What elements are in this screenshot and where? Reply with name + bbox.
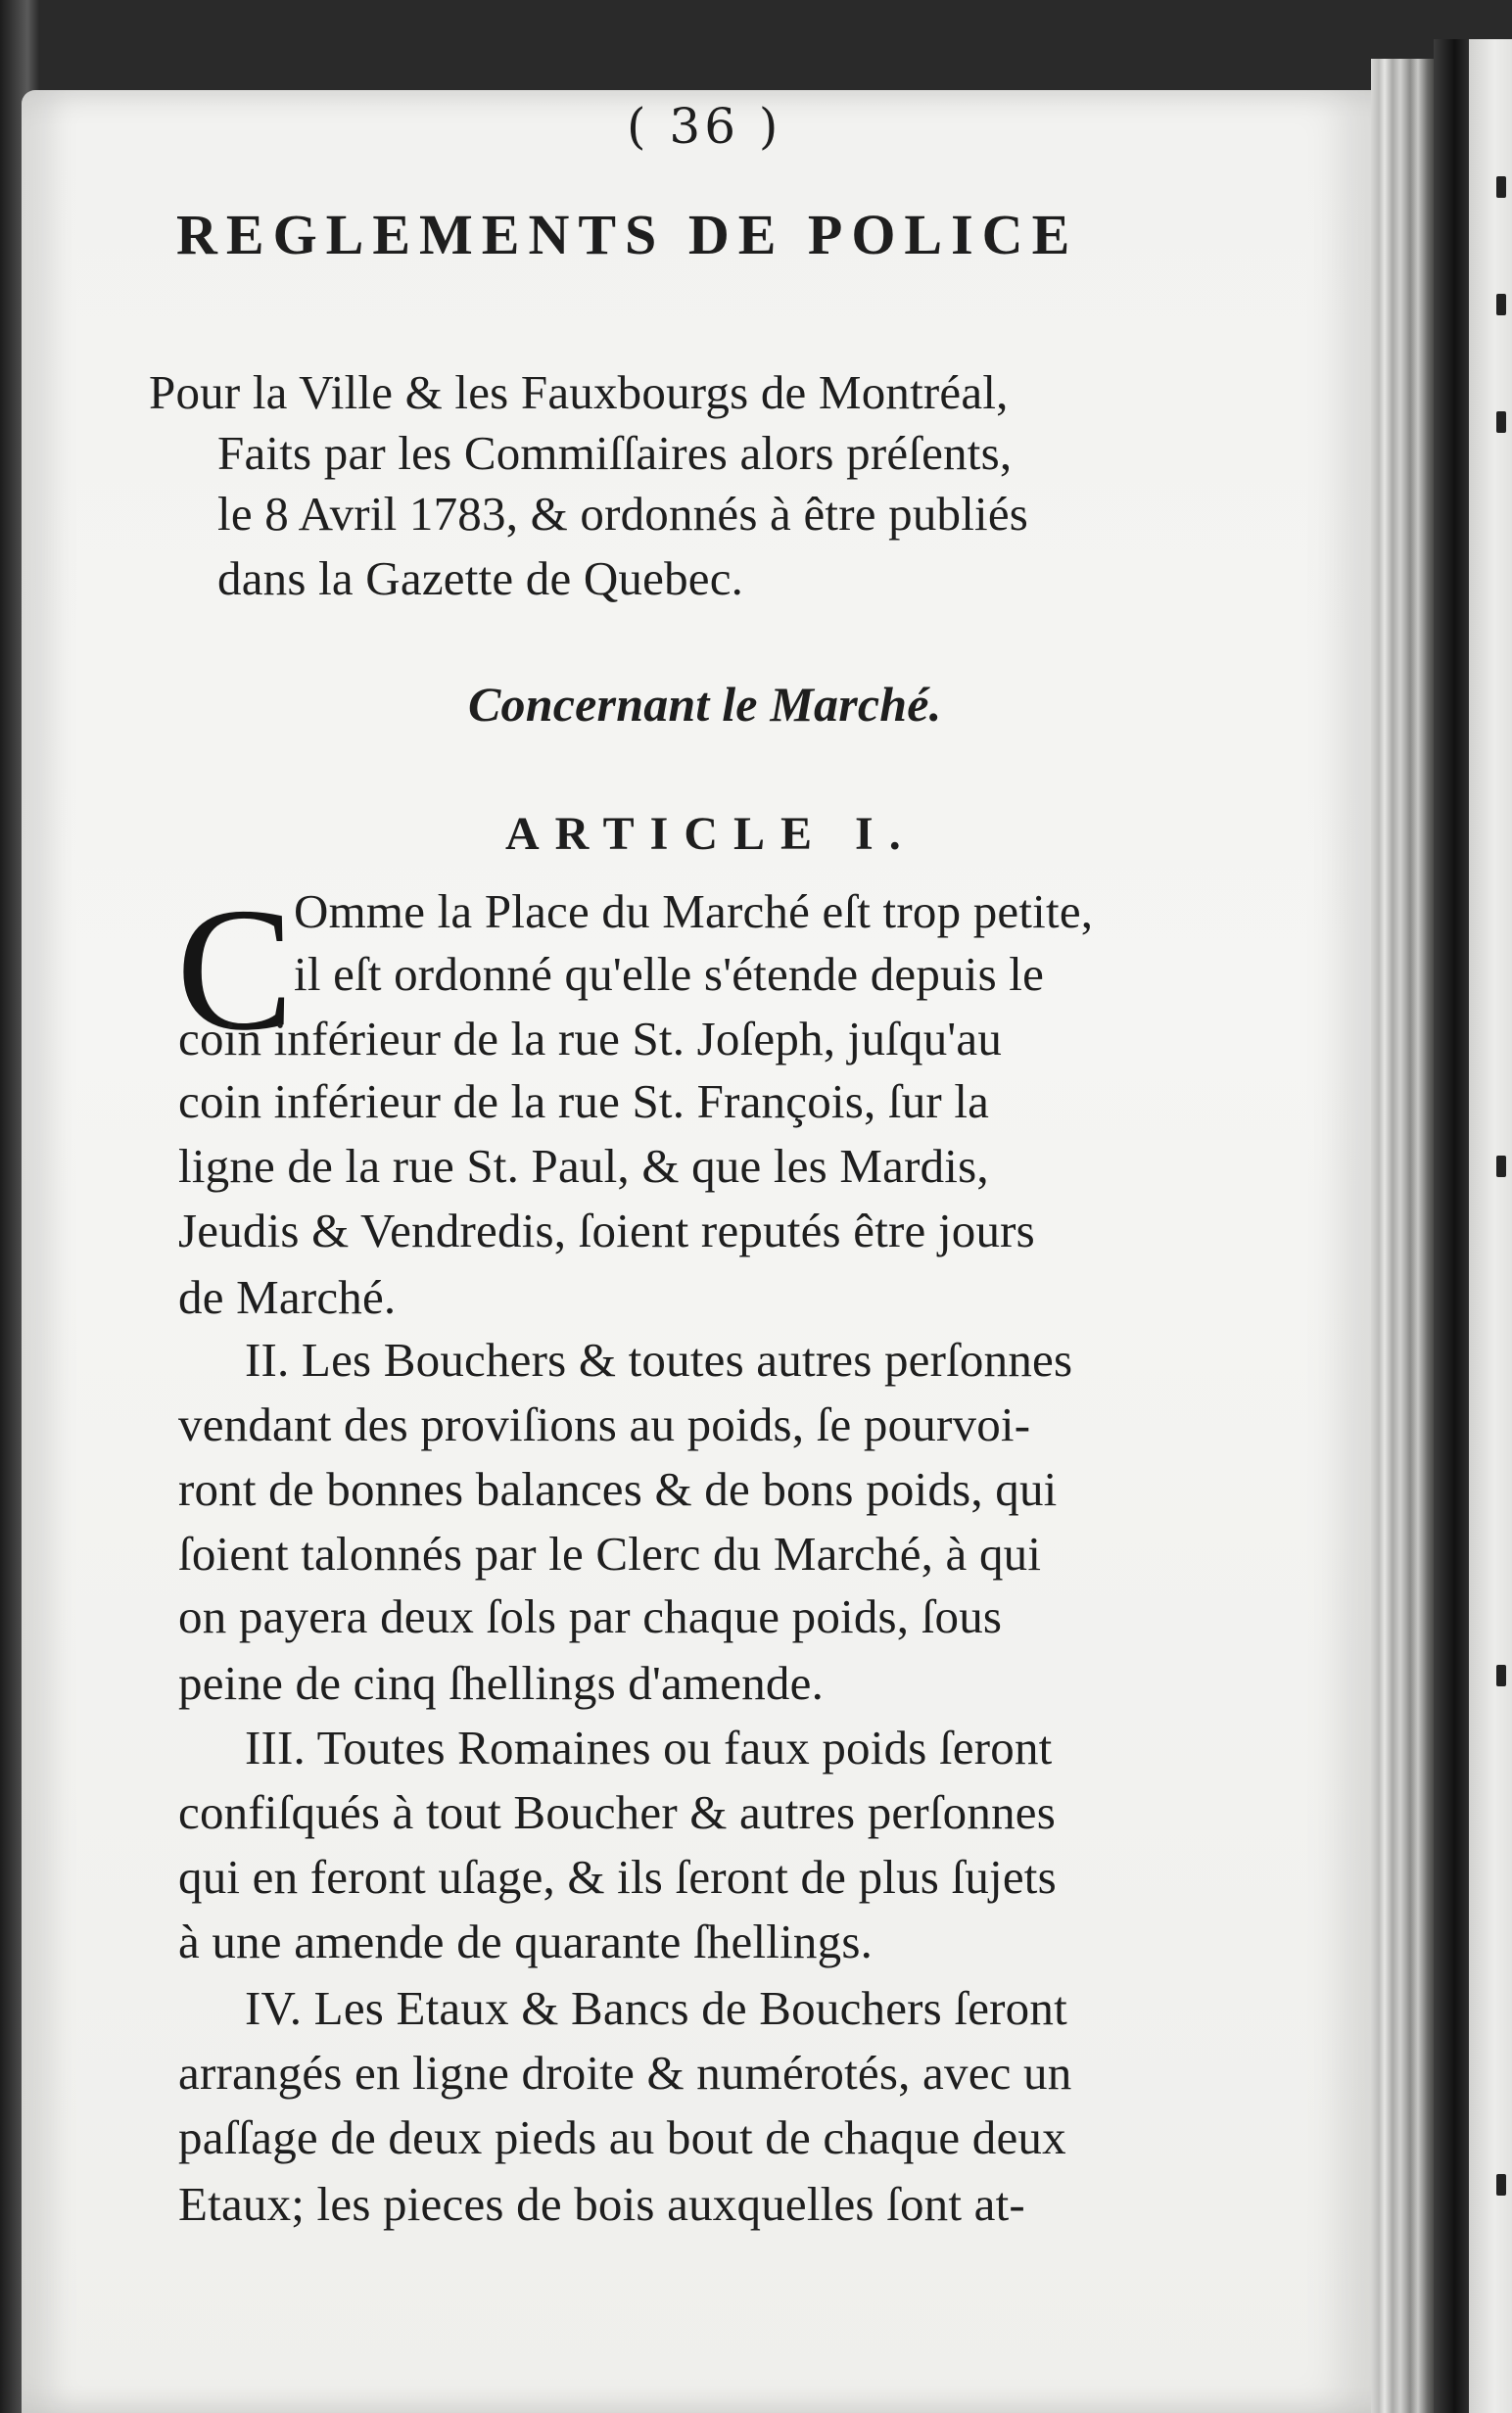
body-line: il eſt ordonné qu'elle s'étende depuis le <box>294 947 1045 1001</box>
body-line: on payera deux ſols par chaque poids, ſous <box>178 1589 1003 1643</box>
page-number: ( 36 ) <box>627 98 782 155</box>
subtitle-line: Faits par les Commiſſaires alors préſents, <box>217 426 1013 480</box>
facing-page-ink-mark <box>1496 294 1506 315</box>
facing-page-ink-mark <box>1496 176 1506 198</box>
body-line: qui en feront uſage, & ils ſeront de plus ſujets <box>178 1850 1057 1904</box>
body-line: II. Les Bouchers & toutes autres perſonnes <box>245 1333 1073 1387</box>
body-line: arrangés en ligne droite & numérotés, avec un <box>178 2046 1072 2100</box>
facing-page <box>1469 39 1512 2413</box>
body-line: paſſage de deux pieds au bout de chaque deux <box>178 2110 1066 2164</box>
body-line: ront de bonnes balances & de bons poids, qui <box>178 1462 1058 1516</box>
facing-page-ink-mark <box>1496 1665 1506 1686</box>
body-line: coin inférieur de la rue St. Joſeph, juſqu'au <box>178 1012 1003 1065</box>
body-line: confiſqués à tout Boucher & autres perſonnes <box>178 1785 1056 1839</box>
body-line: Omme la Place du Marché eſt trop petite, <box>294 884 1094 938</box>
body-line: Etaux; les pieces de bois auxquelles ſont at- <box>178 2177 1025 2231</box>
drop-cap: C <box>176 872 295 1066</box>
body-line: IV. Les Etaux & Bancs de Bouchers ſeront <box>245 1981 1067 2035</box>
subtitle-line: dans la Gazette de Quebec. <box>217 551 744 605</box>
page-edges <box>1371 59 1434 2413</box>
article-heading: ARTICLE I. <box>505 808 917 860</box>
body-line: III. Toutes Romaines ou faux poids ſeront <box>245 1721 1053 1774</box>
body-line: peine de cinq ſhellings d'amende. <box>178 1656 825 1710</box>
book-binding <box>1434 39 1469 2413</box>
body-line: à une amende de quarante ſhellings. <box>178 1915 874 1968</box>
subtitle-line: le 8 Avril 1783, & ordonnés à être publiés <box>217 487 1029 541</box>
body-line: Jeudis & Vendredis, ſoient reputés être jours <box>178 1204 1035 1257</box>
body-line: ſoient talonnés par le Clerc du Marché, à qui <box>178 1527 1042 1581</box>
page-title: REGLEMENTS DE POLICE <box>176 203 1079 266</box>
section-heading: Concernant le Marché. <box>468 677 942 732</box>
body-line: coin inférieur de la rue St. François, ſur la <box>178 1074 990 1128</box>
subtitle-line: Pour la Ville & les Fauxbourgs de Montréal, <box>149 365 1009 419</box>
facing-page-ink-mark <box>1496 411 1506 433</box>
body-line: ligne de la rue St. Paul, & que les Mardis, <box>178 1139 989 1193</box>
facing-page-ink-mark <box>1496 2174 1506 2196</box>
body-line: de Marché. <box>178 1270 397 1324</box>
facing-page-ink-mark <box>1496 1156 1506 1177</box>
body-line: vendant des proviſions au poids, ſe pourvoi- <box>178 1397 1031 1451</box>
